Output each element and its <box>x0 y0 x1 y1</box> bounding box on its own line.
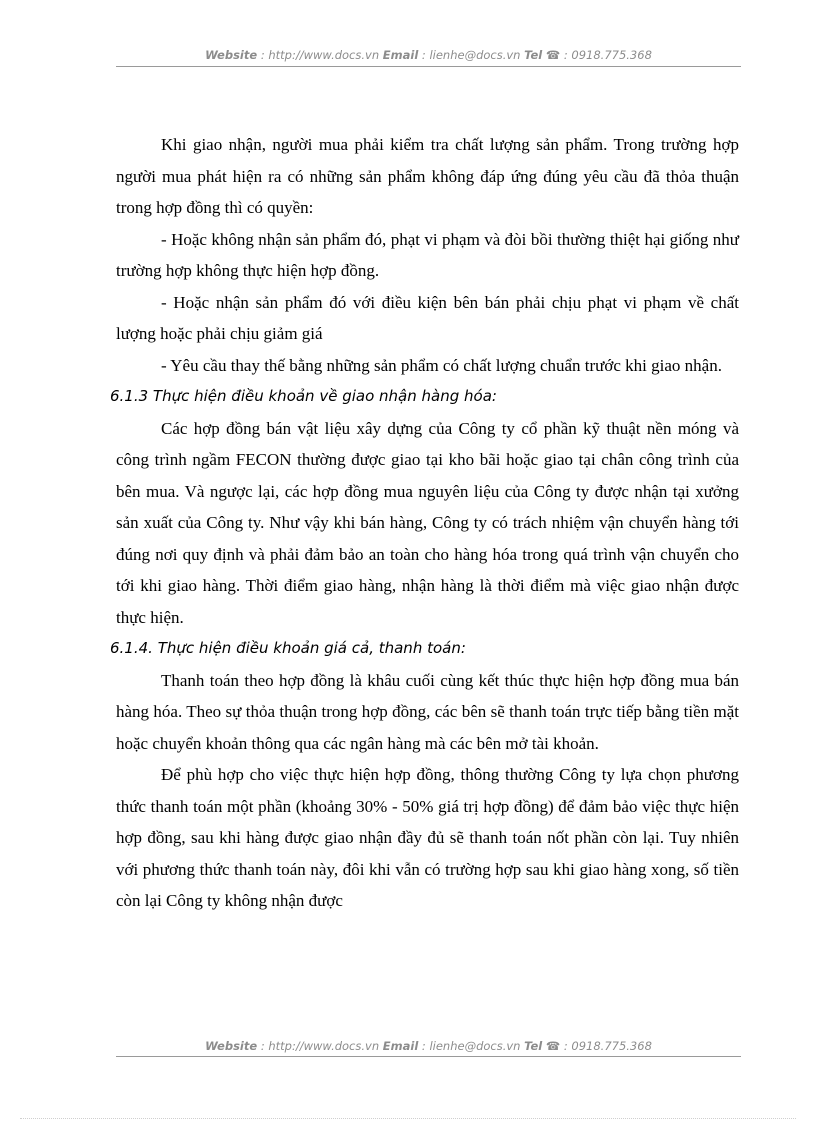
section-heading-614: 6.1.4. Thực hiện điều khoản giá cả, thanh toán: <box>110 639 466 657</box>
footer-tel-label: Tel <box>524 1039 543 1053</box>
paragraph-2: Các hợp đồng bán vật liệu xây dựng của Công ty cổ phần kỹ thuật nền móng và công trình ngầm FECON thường được giao tại kho bãi hoặc giao tại chân công trình của bên mua. Và ngược lại, các hợp đồng mua nguyên liệu của Công ty được nhận tại xưởng sản xuất của Công ty. Như vậy khi bán hàng, Công ty có trách nhiệm vận chuyển hàng tới đúng nơi quy định và phải đảm bảo an toàn cho hàng hóa trong quá trình vận chuyển cho tới khi giao hàng. Thời điểm giao hàng, nhận hàng là thời điểm mà việc giao nhận được thực hiện. <box>116 418 739 627</box>
footer-website-label: Website <box>205 1039 258 1053</box>
page-header <box>116 48 741 62</box>
bullet-1: - Hoặc không nhận sản phẩm đó, phạt vi phạm và đòi bồi thường thiệt hại giống như trường hợp không thực hiện hợp đồng. <box>116 229 739 280</box>
header-tel-label: Tel <box>524 48 543 62</box>
document-body <box>110 129 739 917</box>
header-tel-value: : 0918.775.368 <box>560 48 652 62</box>
header-rule <box>116 66 741 67</box>
footer-email-label: Email <box>382 1039 419 1053</box>
page-footer <box>116 1039 741 1053</box>
header-email-value[interactable]: : lienhe@docs.vn <box>418 48 525 62</box>
header-website-value[interactable]: : http://www.docs.vn <box>257 48 383 62</box>
bullet-2: - Hoặc nhận sản phẩm đó với điều kiện bên bán phải chịu phạt vi phạm về chất lượng hoặc phải chịu giảm giá <box>116 292 739 343</box>
footer-website-value[interactable]: : http://www.docs.vn <box>257 1039 383 1053</box>
paragraph-3: Thanh toán theo hợp đồng là khâu cuối cùng kết thúc thực hiện hợp đồng mua bán hàng hóa. Theo sự thỏa thuận trong hợp đồng, các bên sẽ thanh toán trực tiếp bằng tiền mặt hoặc chuyển khoản thông qua các ngân hàng mà các bên mở tài khoản. <box>116 670 739 753</box>
header-email-label: Email <box>382 48 419 62</box>
footer-rule <box>116 1056 741 1057</box>
phone-icon: ☎ <box>545 48 561 62</box>
footer-email-value[interactable]: : lienhe@docs.vn <box>418 1039 525 1053</box>
paragraph-1: Khi giao nhận, người mua phải kiểm tra chất lượng sản phẩm. Trong trường hợp người mua phát hiện ra có những sản phẩm không đáp ứng đúng yêu cầu đã thỏa thuận trong hợp đồng thì có quyền: <box>116 135 739 217</box>
footer-tel-value: : 0918.775.368 <box>560 1039 652 1053</box>
paragraph-4: Để phù hợp cho việc thực hiện hợp đồng, thông thường Công ty lựa chọn phương thức thanh toán một phần (khoảng 30% - 50% giá trị hợp đồng) để đảm bảo việc thực hiện hợp đồng, sau khi hàng được giao nhận đầy đủ sẽ thanh toán nốt phần còn lại. Tuy nhiên với phương thức thanh toán này, đôi khi vẫn có trường hợp sau khi giao hàng xong, số tiền còn lại Công ty không nhận được <box>116 765 739 910</box>
bullet-3: - Yêu cầu thay thế bằng những sản phẩm có chất lượng chuẩn trước khi giao nhận. <box>161 355 722 375</box>
section-heading-613: 6.1.3 Thực hiện điều khoản về giao nhận hàng hóa: <box>110 387 497 405</box>
header-website-label: Website <box>205 48 258 62</box>
phone-icon: ☎ <box>545 1039 561 1053</box>
page-bottom-border <box>20 1118 796 1119</box>
